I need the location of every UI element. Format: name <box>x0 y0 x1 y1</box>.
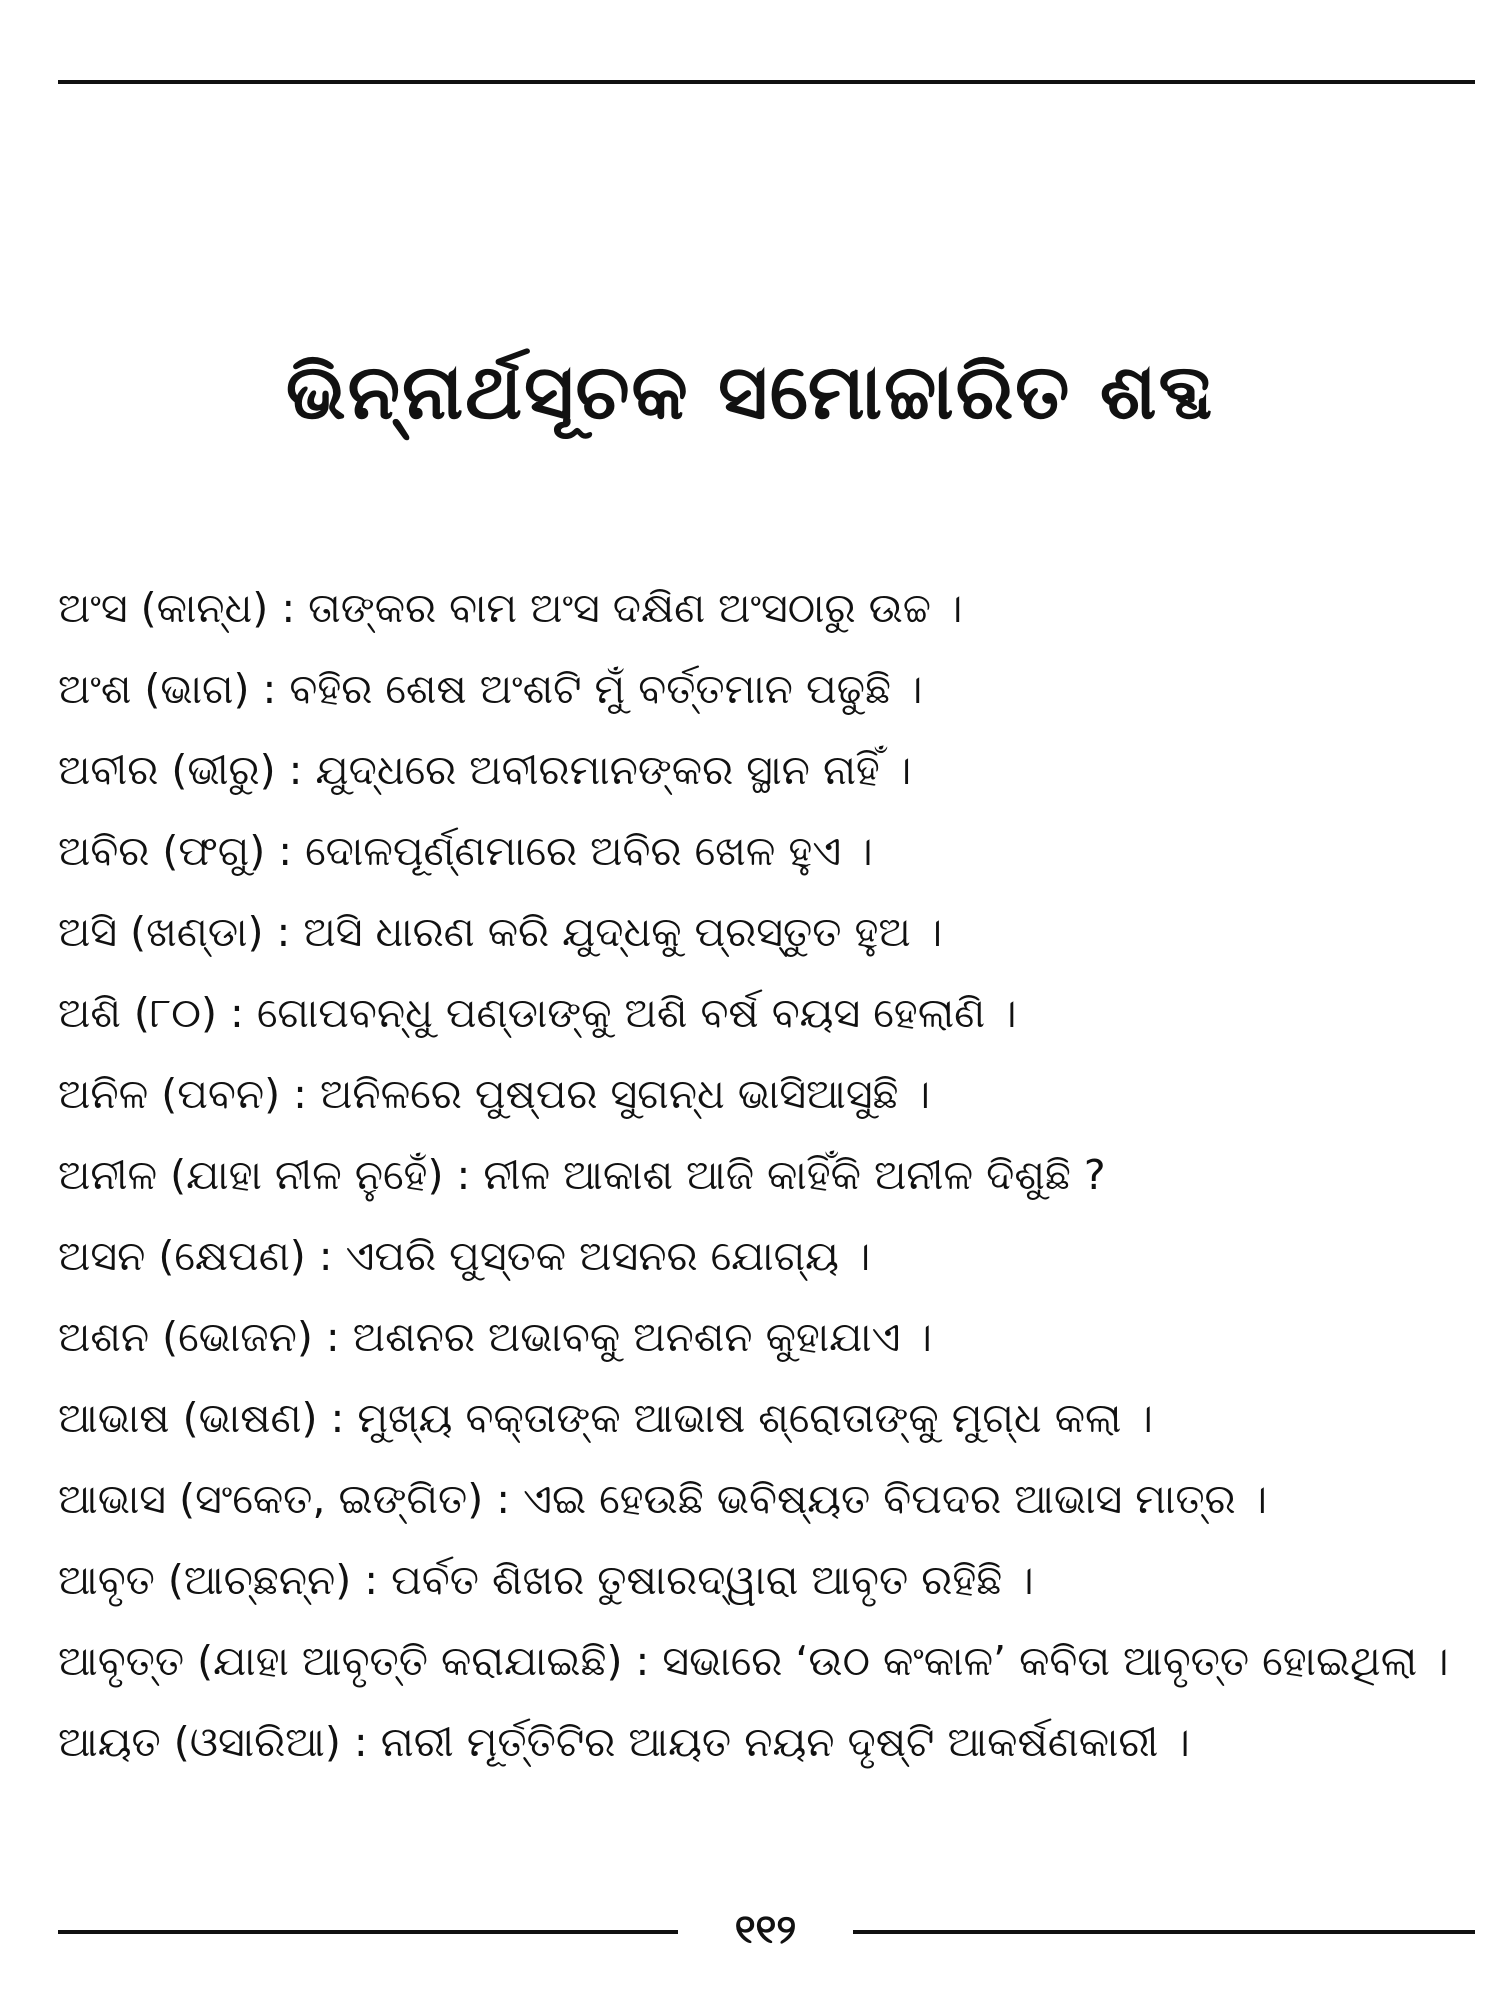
list-item: ଅସନ (କ୍ଷେପଣ) : ଏପରି ପୁସ୍ତକ ଅସନର ଯୋଗ୍ୟ । <box>58 1232 871 1280</box>
list-item: ଅବୀର (ଭୀରୁ) : ଯୁଦ୍ଧରେ ଅବୀରମାନଙ୍କର ସ୍ଥାନ ନାହିଁ । <box>58 746 912 794</box>
list-item: ଆୟତ (ଓସାରିଆ) : ନାରୀ ମୂର୍ତ୍ତିଟିର ଆୟତ ନୟନ ଦୃଷ୍ଟି ଆକର୍ଷଣକାରୀ । <box>58 1718 1190 1766</box>
footer-rule-right <box>853 1930 1475 1934</box>
footer-rule-left <box>58 1930 678 1934</box>
top-rule <box>58 80 1475 84</box>
list-item: ଅସି (ଖଣ୍ଡା) : ଅସି ଧାରଣ କରି ଯୁଦ୍ଧକୁ ପ୍ରସ୍ତୁତ ହୁଅ । <box>58 908 943 956</box>
list-item: ଆବୃତ୍ତ (ଯାହା ଆବୃତ୍ତି କରାଯାଇଛି) : ସଭାରେ ‘ଉଠ କଂକାଳ’ କବିତା ଆବୃତ୍ତ ହୋଇଥିଲା । <box>58 1637 1449 1685</box>
list-item: ଅନିଳ (ପବନ) : ଅନିଳରେ ପୁଷ୍ପର ସୁଗନ୍ଧ ଭାସିଆସୁଛି । <box>58 1070 931 1118</box>
page-title: ଭିନ୍ନାର୍ଥସୂଚକ ସମୋଚ୍ଚାରିତ ଶବ୍ଦ <box>285 347 1215 436</box>
list-item: ଅଶି (୮୦) : ଗୋପବନ୍ଧୁ ପଣ୍ଡାଙ୍କୁ ଅଶି ବର୍ଷ ବୟସ ହେଲାଣି । <box>58 989 1017 1037</box>
page-footer <box>58 1905 1475 1955</box>
list-item: ଅଂଶ (ଭାଗ) : ବହିର ଶେଷ ଅଂଶଟି ମୁଁ ବର୍ତ୍ତମାନ ପଢୁଛି । <box>58 665 923 713</box>
page-number: ୧୧୨ <box>734 1907 797 1953</box>
list-item: ଆବୃତ (ଆଚ୍ଛନ୍ନ) : ପର୍ବତ ଶିଖର ତୁଷାରଦ୍ୱାରା ଆବୃତ ରହିଛି । <box>58 1556 1034 1604</box>
list-item: ଅନୀଳ (ଯାହା ନୀଳ ନୁହେଁ) : ନୀଳ ଆକାଶ ଆଜି କାହିଁକି ଅନୀଳ ଦିଶୁଛି ? <box>58 1151 1106 1199</box>
list-item: ଅଶନ (ଭୋଜନ) : ଅଶନର ଅଭାବକୁ ଅନଶନ କୁହାଯାଏ । <box>58 1313 932 1361</box>
list-item: ଆଭାଷ (ଭାଷଣ) : ମୁଖ୍ୟ ବକ୍ତାଙ୍କ ଆଭାଷ ଶ୍ରୋତାଙ୍କୁ ମୁଗ୍ଧ କଲା । <box>58 1394 1153 1442</box>
entry-list <box>58 568 1478 1783</box>
list-item: ଅବିର (ଫଗୁ) : ଦୋଳପୂର୍ଣ୍ଣମାରେ ଅବିର ଖେଳ ହୁଏ । <box>58 827 873 875</box>
list-item: ଅଂସ (କାନ୍ଧ) : ତାଙ୍କର ବାମ ଅଂସ ଦକ୍ଷିଣ ଅଂସଠାରୁ ଉଚ୍ଚ । <box>58 584 963 632</box>
list-item: ଆଭାସ (ସଂକେତ, ଇଙ୍ଗିତ) : ଏଇ ହେଉଛି ଭବିଷ୍ୟତ ବିପଦର ଆଭାସ ମାତ୍ର । <box>58 1475 1268 1523</box>
